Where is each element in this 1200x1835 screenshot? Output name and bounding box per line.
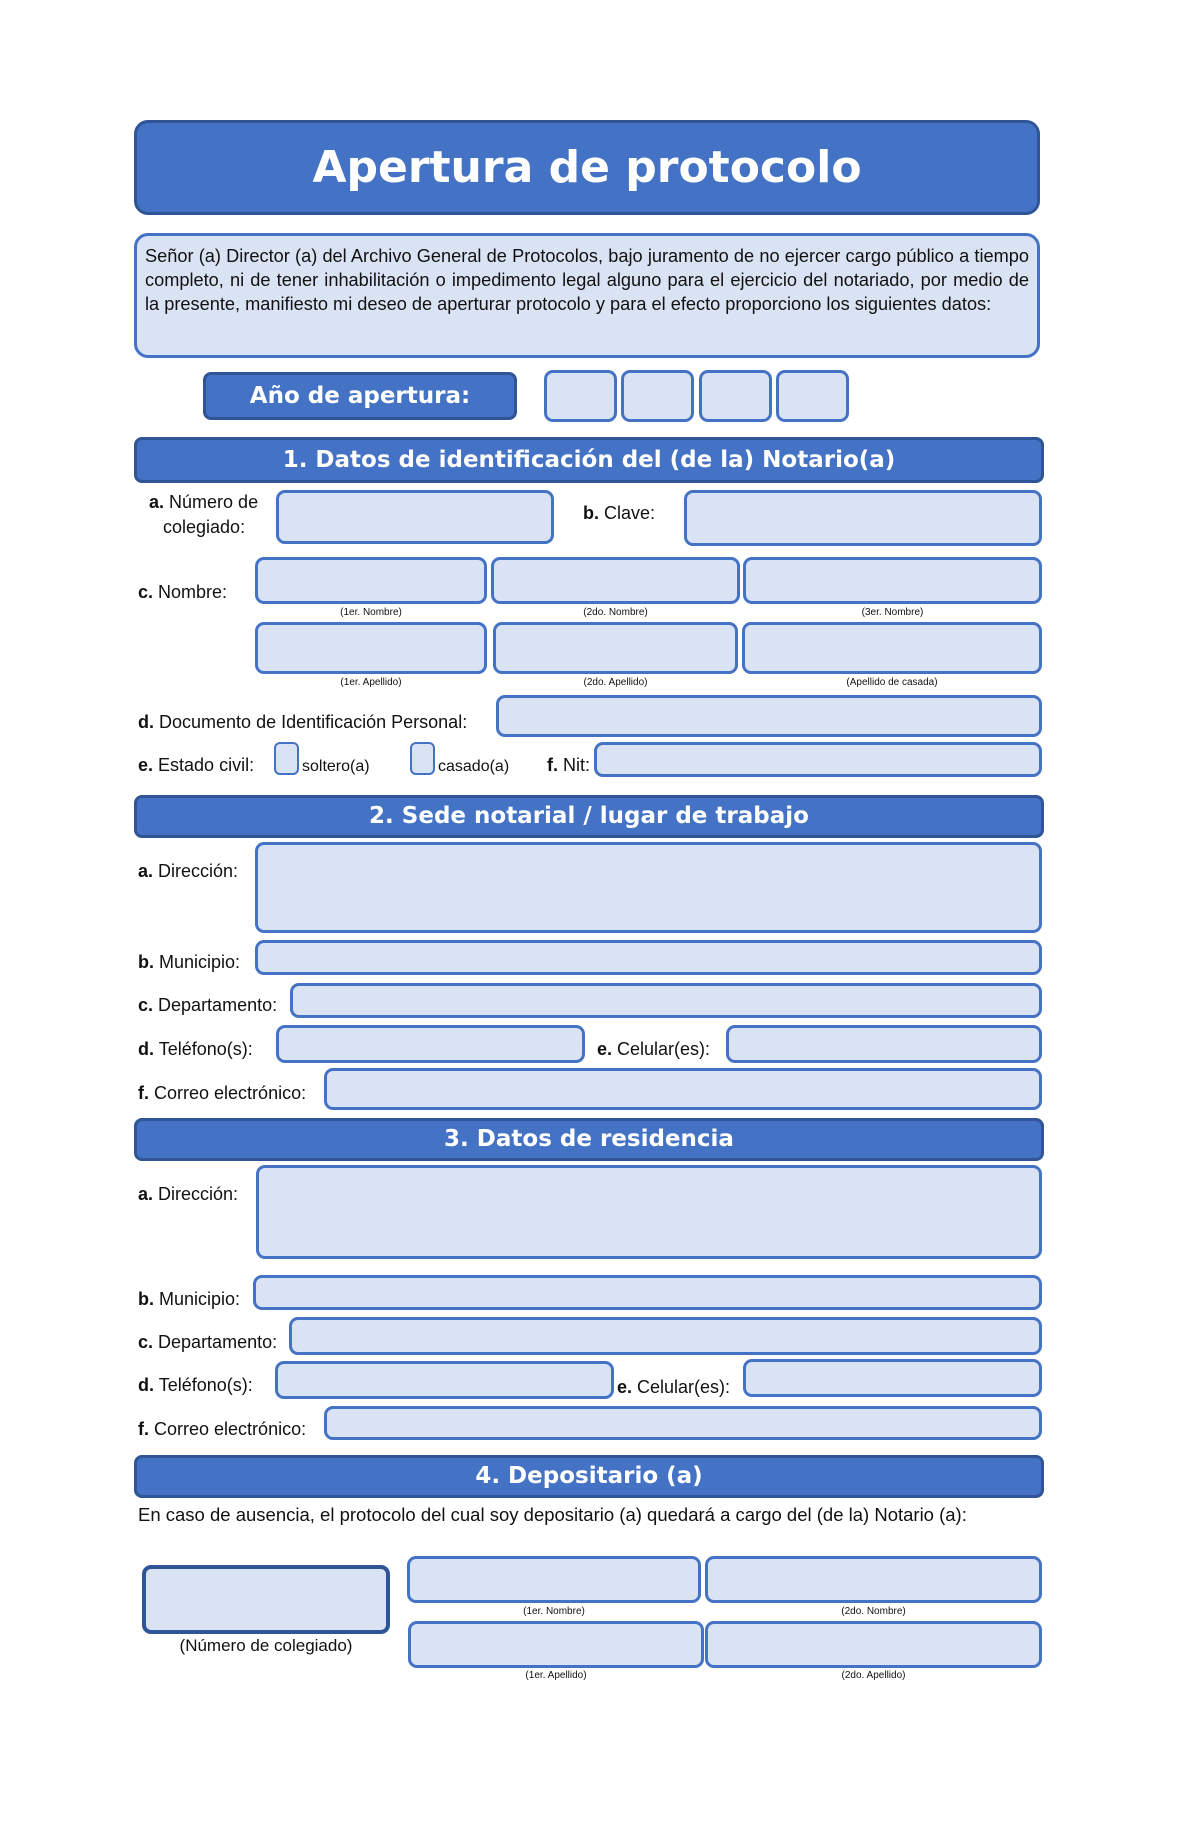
- year-digit-2[interactable]: [621, 370, 694, 422]
- year-label: Año de apertura:: [203, 372, 517, 420]
- home-email-label: f. Correo electrónico:: [138, 1419, 307, 1439]
- office-departamento-label: c. Departamento:: [138, 995, 278, 1015]
- home-mobile-input[interactable]: [743, 1359, 1042, 1397]
- office-email-label: f. Correo electrónico:: [138, 1083, 307, 1103]
- single-label: soltero(a): [302, 758, 370, 775]
- intro-box: [134, 233, 1040, 358]
- depositario-text: En caso de ausencia, el protocolo del cual soy depositario (a) quedará a cargo del (de la) Notario (a):: [138, 1504, 967, 1525]
- married-label: casado(a): [438, 758, 510, 775]
- office-address-input[interactable]: [255, 842, 1042, 933]
- nit-label: f. Nit:: [547, 755, 591, 775]
- third-name-input[interactable]: [743, 557, 1042, 604]
- single-checkbox[interactable]: [274, 742, 299, 775]
- office-phone-label: d. Teléfono(s):: [138, 1039, 253, 1059]
- home-departamento-input[interactable]: [289, 1317, 1042, 1355]
- home-municipio-label: b. Municipio:: [138, 1289, 241, 1309]
- home-email-input[interactable]: [324, 1406, 1042, 1440]
- estado-civil-label: e. Estado civil:: [138, 755, 255, 775]
- dpi-label: d. Documento de Identificación Personal:: [138, 712, 468, 732]
- depositario-first-name-caption: (1er. Nombre): [523, 1606, 585, 1617]
- home-departamento-label: c. Departamento:: [138, 1332, 278, 1352]
- home-phone-label: d. Teléfono(s):: [138, 1375, 253, 1395]
- depositario-first-surname-input[interactable]: [408, 1621, 704, 1668]
- clave-label: b. Clave:: [583, 503, 656, 523]
- married-surname-caption: (Apellido de casada): [846, 677, 938, 688]
- second-name-input[interactable]: [491, 557, 740, 604]
- depositario-second-surname-input[interactable]: [705, 1621, 1042, 1668]
- year-digit-4[interactable]: [776, 370, 849, 422]
- clave-input[interactable]: [684, 490, 1042, 546]
- first-name-caption: (1er. Nombre): [340, 607, 402, 618]
- dpi-input[interactable]: [496, 695, 1042, 737]
- married-checkbox[interactable]: [410, 742, 435, 775]
- depositario-colegiado-input[interactable]: [142, 1565, 390, 1634]
- second-surname-caption: (2do. Apellido): [583, 677, 648, 688]
- home-municipio-input[interactable]: [253, 1275, 1042, 1310]
- depositario-colegiado-caption: (Número de colegiado): [179, 1636, 353, 1655]
- depositario-second-surname-caption: (2do. Apellido): [841, 1670, 906, 1681]
- year-digit-3[interactable]: [699, 370, 772, 422]
- first-surname-input[interactable]: [255, 622, 487, 674]
- home-mobile-label: e. Celular(es):: [617, 1377, 731, 1397]
- home-address-label: a. Dirección:: [138, 1184, 239, 1204]
- first-surname-caption: (1er. Apellido): [340, 677, 402, 688]
- depositario-second-name-caption: (2do. Nombre): [841, 1606, 906, 1617]
- second-name-caption: (2do. Nombre): [583, 607, 648, 618]
- office-phone-input[interactable]: [276, 1025, 585, 1063]
- office-departamento-input[interactable]: [290, 983, 1042, 1018]
- office-municipio-label: b. Municipio:: [138, 952, 241, 972]
- colegiado-label-2: colegiado:: [163, 517, 246, 537]
- section-3-header: 3. Datos de residencia: [134, 1118, 1044, 1161]
- year-digit-1[interactable]: [544, 370, 617, 422]
- colegiado-input[interactable]: [276, 490, 554, 544]
- section-2-header: 2. Sede notarial / lugar de trabajo: [134, 795, 1044, 838]
- third-name-caption: (3er. Nombre): [861, 607, 924, 618]
- intro-text: Señor (a) Director (a) del Archivo General de Protocolos, bajo juramento de no ejercer cargo público a tiempo completo, ni de tener inhabilitación o impedimento legal alguno para el ejercicio del notariado, por medio de la presente, manifiesto mi deseo de aperturar protocolo y para el efecto proporciono los siguientes datos:: [145, 246, 1029, 314]
- nit-input[interactable]: [594, 742, 1042, 777]
- nombre-label: c. Nombre:: [138, 582, 228, 602]
- section-4-header: 4. Depositario (a): [134, 1455, 1044, 1498]
- office-municipio-input[interactable]: [255, 940, 1042, 975]
- first-name-input[interactable]: [255, 557, 487, 604]
- section-1-header: 1. Datos de identificación del (de la) Notario(a): [134, 437, 1044, 483]
- depositario-first-surname-caption: (1er. Apellido): [525, 1670, 587, 1681]
- depositario-first-name-input[interactable]: [407, 1556, 701, 1603]
- office-mobile-label: e. Celular(es):: [597, 1039, 711, 1059]
- home-phone-input[interactable]: [275, 1361, 614, 1399]
- office-mobile-input[interactable]: [726, 1025, 1042, 1063]
- second-surname-input[interactable]: [493, 622, 738, 674]
- office-address-label: a. Dirección:: [138, 861, 239, 881]
- colegiado-label: a. Número de: [149, 492, 259, 512]
- married-surname-input[interactable]: [742, 622, 1042, 674]
- form-title: Apertura de protocolo: [134, 120, 1040, 215]
- home-address-input[interactable]: [256, 1165, 1042, 1259]
- office-email-input[interactable]: [324, 1068, 1042, 1110]
- depositario-second-name-input[interactable]: [705, 1556, 1042, 1603]
